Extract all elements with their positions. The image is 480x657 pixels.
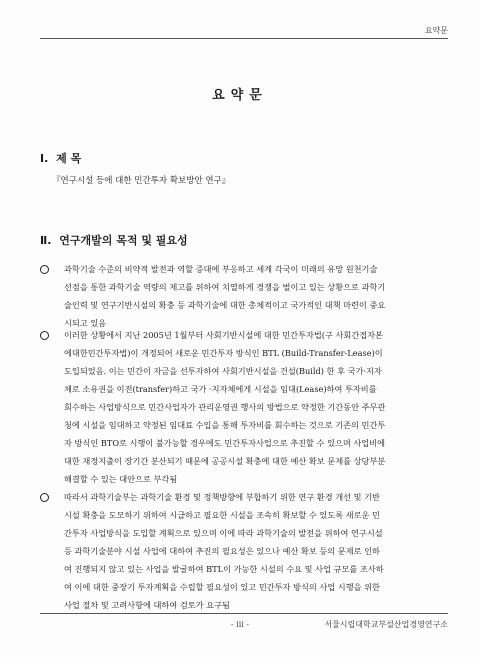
paragraph-line: 술인력 및 연구기반시설의 확충 등 과학기술에 대한 총체적이고 국가적인 대책 마련이 중요 bbox=[64, 300, 386, 310]
section-1-heading bbox=[40, 150, 81, 166]
paragraph-line: 간투자 사업방식을 도입할 계획으로 있으며 이에 따라 과학기술의 발전을 위하여 연구시설 bbox=[64, 528, 383, 538]
paragraph-line: 여 이에 대한 중장기 투자계획을 수립할 필요성이 있고 민간투자 방식의 사업 시행을 위한 bbox=[64, 582, 380, 592]
section-2-heading bbox=[40, 232, 188, 248]
paragraph-line: 자 방식인 BTO로 시행이 불가능할 경우에도 민간투자사업으로 추진할 수 있으며 사업비에 bbox=[64, 438, 386, 448]
paragraph-line: 과학기술 수준의 비약적 발전과 역할 증대에 부응하고 세계 각국이 미래의 유망 원천기술 bbox=[64, 264, 378, 274]
report-subject: 『연구시설 등에 대한 민간투자 확보방안 연구』 bbox=[52, 176, 231, 186]
circle-bullet-icon bbox=[40, 331, 49, 340]
section-1-title: 제 목 bbox=[56, 152, 82, 165]
section-1-number: Ⅰ. bbox=[40, 152, 49, 165]
circle-bullet-icon bbox=[40, 493, 49, 502]
paragraph-line: 체로 소유권을 이전(transfer)하고 국가 ·지자체에게 시설을 임대(Lease)하여 투자비를 bbox=[64, 384, 377, 394]
paragraph-line: 청에 시설을 임대하고 약정된 임대료 수입을 통해 투자비를 회수하는 것으로 기존의 민간투 bbox=[64, 420, 386, 430]
page-title: 요약문 bbox=[212, 88, 268, 103]
running-head: 요약문 bbox=[424, 26, 448, 35]
paragraph-line: 여 진행되지 않고 있는 사업을 발굴하여 BTL이 가능한 시설의 수요 및 사업 규모를 조사하 bbox=[64, 564, 384, 574]
header-rule bbox=[40, 38, 448, 39]
footer-rule bbox=[40, 613, 448, 614]
paragraph-line: 따라서 과학기술부는 과학기술 환경 및 정책방향에 부합하기 위한 연구 환경 개선 및 기반 bbox=[64, 492, 380, 502]
page-number: - iii - bbox=[230, 620, 250, 629]
paragraph-3 bbox=[40, 490, 440, 616]
section-2-number: Ⅱ. bbox=[40, 234, 52, 247]
paragraph-line: 시되고 있음 bbox=[64, 318, 107, 328]
paragraph-line: 에대한민간투자법)이 개정되어 새로운 민간투자 방식인 BTL (Build-Transfer-Lease)이 bbox=[64, 348, 383, 358]
paragraph-line: 사업 절차 및 고려사항에 대하여 검토가 요구됨 bbox=[64, 600, 230, 610]
paragraph-1 bbox=[40, 262, 440, 334]
footer-institution: 서울시립대학교부설산업경영연구소 bbox=[324, 620, 448, 629]
paragraph-line: 선점을 통한 과학기술 역량의 제고를 위하여 치열하게 경쟁을 벌이고 있는 상황으로 과학기 bbox=[64, 282, 386, 292]
paragraph-line: 등 과학기술분야 시설 사업에 대하여 추진의 필요성은 있으나 예산 확보 등의 문제로 인하 bbox=[64, 546, 380, 556]
paragraph-2 bbox=[40, 328, 440, 490]
paragraph-line: 해결할 수 있는 대안으로 부각됨 bbox=[64, 474, 178, 484]
paragraph-line: 회수하는 사업방식으로 민간사업자가 관리운영권 행사의 방법으로 약정한 기간동안 주무관 bbox=[64, 402, 386, 412]
circle-bullet-icon bbox=[40, 265, 49, 274]
paragraph-line: 대한 재정지출이 장기간 분산되기 때문에 공공시설 확충에 대한 예산 확보 문제를 상당부분 bbox=[64, 456, 386, 466]
paragraph-line: 시설 확충을 도모하기 위하여 시급하고 필요한 시설을 조속히 확보할 수 있도록 새로운 민 bbox=[64, 510, 380, 520]
paragraph-line: 이러한 상황에서 지난 2005년 1월부터 사회기반시설에 대한 민간투자법(구 사회간접자본 bbox=[64, 330, 383, 340]
section-2-title: 연구개발의 목적 및 필요성 bbox=[59, 234, 188, 247]
paragraph-line: 도입되었음. 이는 민간이 자금을 선투자하여 사회기반시설을 건설(Build) 한 후 국가·지자 bbox=[64, 366, 382, 376]
